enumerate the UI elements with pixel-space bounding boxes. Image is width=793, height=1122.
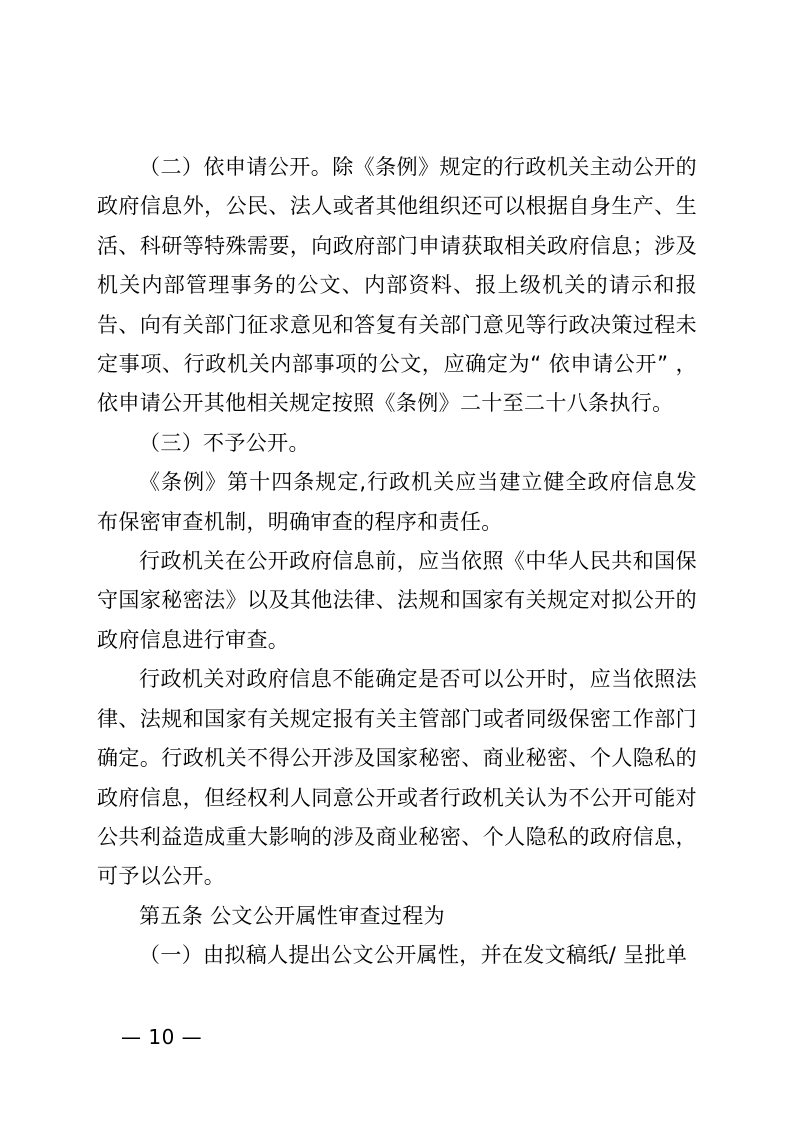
document-body: [97, 148, 697, 976]
paragraph-non-disclosure-heading: （三）不予公开。: [139, 430, 310, 455]
paragraph-review-step-1: （一）由拟稿人提出公文公开属性，并在发文稿纸/ 呈批单: [139, 943, 688, 968]
paragraph-application-disclosure: （二）依申请公开。除《条例》规定的行政机关主动公开的政府信息外，公民、法人或者其他组织还可以根据自身生产、生活、科研等特殊需要，向政府部门申请获取相关政府信息；涉及机关内部管理事务的公文、内部资料、报上级机关的请示和报告、向有关部门征求意见和答复有关部门意见等行政决策过程未定事项、行政机关内部事项的公文，应确定为“ 依申请公开” ，依申请公开其他相关规定按照《条例》二十至二十八条执行。: [97, 155, 697, 416]
page-number: — 10 —: [121, 1025, 203, 1049]
paragraph-pre-disclosure-review: 行政机关在公开政府信息前，应当依照《中华人民共和国保守国家秘密法》以及其他法律、法规和国家有关规定对拟公开的政府信息进行审查。: [97, 549, 697, 652]
paragraph-article-5-heading: 第五条 公文公开属性审查过程为: [139, 903, 445, 928]
paragraph-regulation-article-14: 《条例》第十四条规定,行政机关应当建立健全政府信息发布保密审查机制，明确审查的程序和责任。: [97, 470, 697, 534]
paragraph-uncertain-disclosure: 行政机关对政府信息不能确定是否可以公开时，应当依照法律、法规和国家有关规定报有关主管部门或者同级保密工作部门确定。行政机关不得公开涉及国家秘密、商业秘密、个人隐私的政府信息，但经权利人同意公开或者行政机关认为不公开可能对公共利益造成重大影响的涉及商业秘密、个人隐私的政府信息，可予以公开。: [97, 667, 697, 889]
